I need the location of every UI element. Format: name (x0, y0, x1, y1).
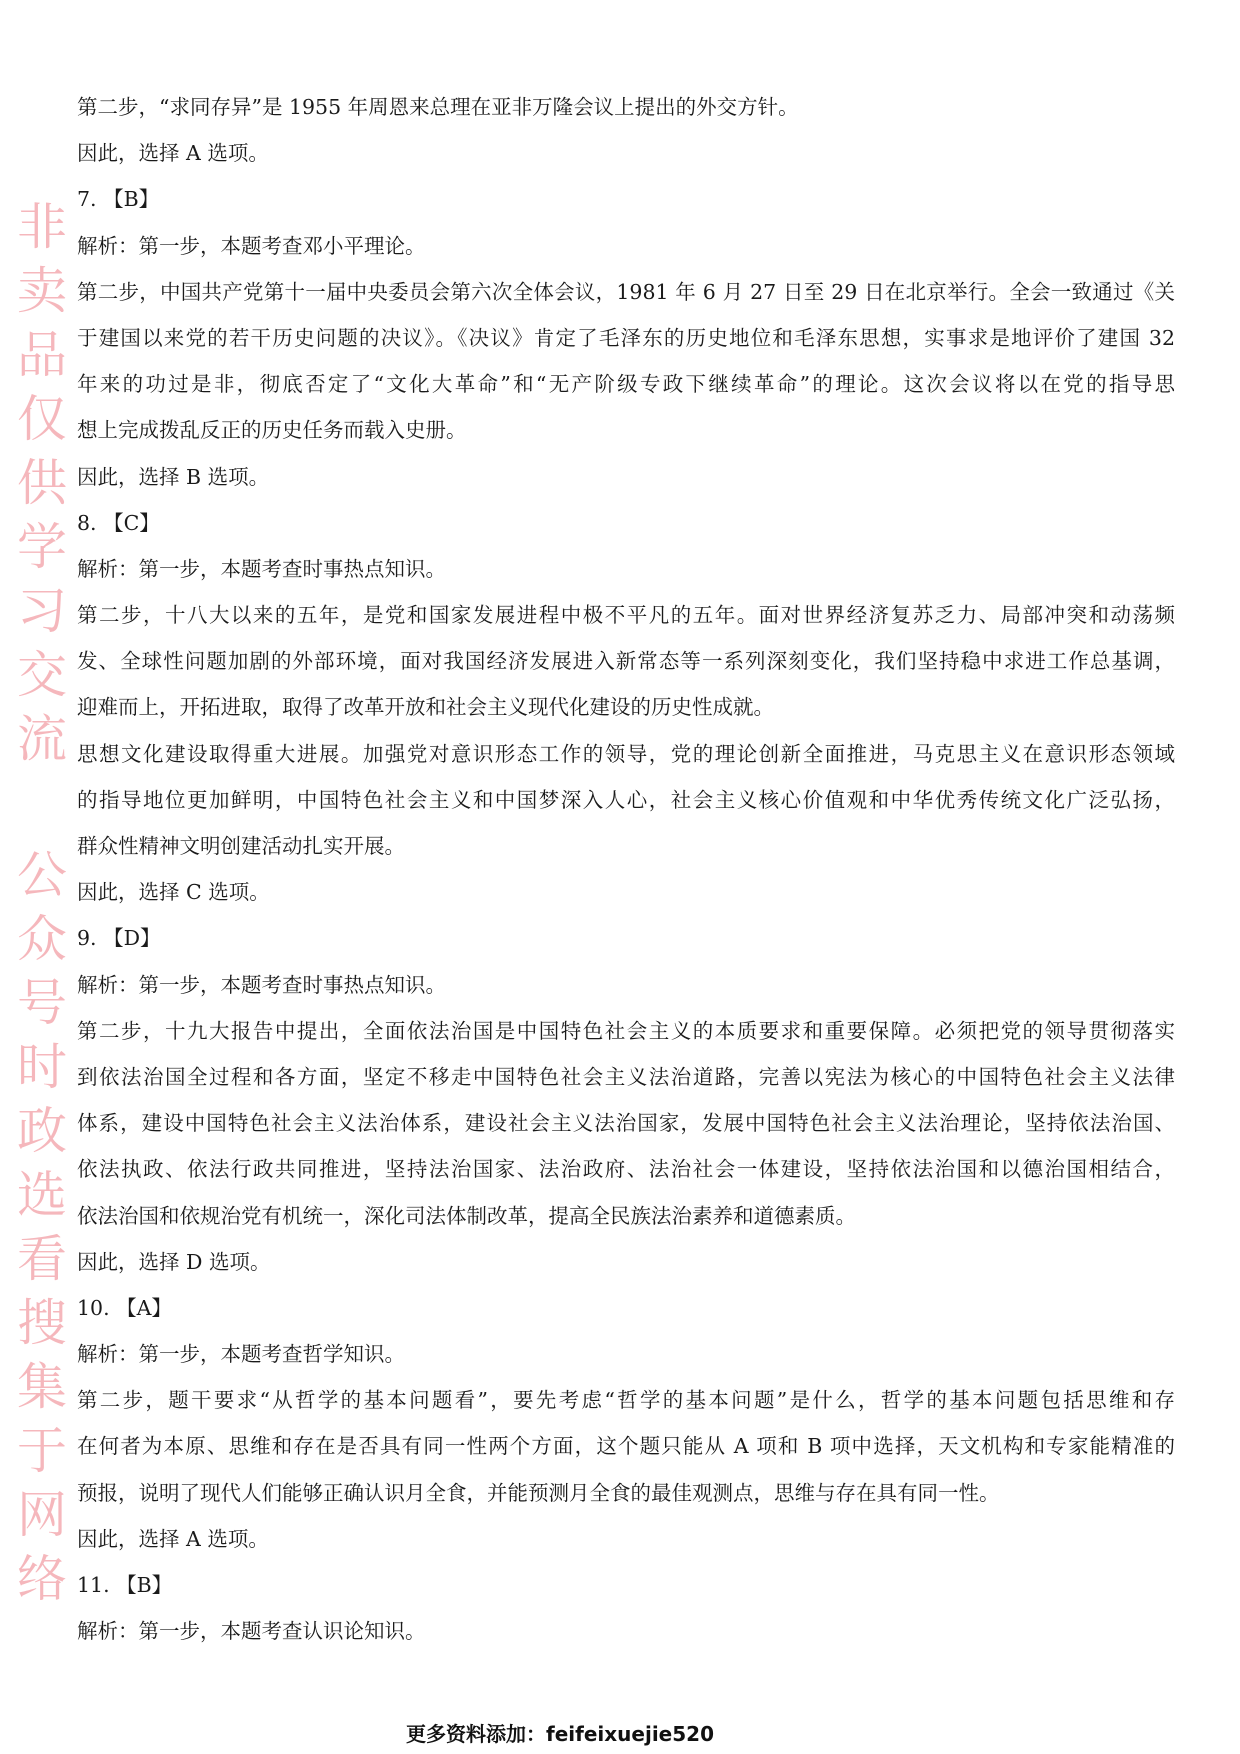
text-line: 年来的功过是非，彻底否定了“文化大革命”和“无产阶级专政下继续革命”的理论。这次会议将以在党的指导思 (77, 372, 1175, 397)
text-line: 因此，选择 A 选项。 (77, 1526, 269, 1551)
text-line: 依法治国和依规治党有机统一，深化司法体制改革，提高全民族法治素养和道德素质。 (77, 1203, 856, 1228)
text-line: 于建国以来党的若干历史问题的决议》。《决议》肯定了毛泽东的历史地位和毛泽东思想，实事求是地评价了建国 32 (77, 325, 1175, 350)
text-line: 因此，选择 D 选项。 (77, 1249, 271, 1274)
text-line: 解析：第一步，本题考查邓小平理论。 (77, 233, 426, 258)
text-line: 第二步，“求同存异”是 1955 年周恩来总理在亚非万隆会议上提出的外交方针。 (77, 95, 799, 119)
text-line: 因此，选择 B 选项。 (77, 464, 270, 489)
text-line: 到依法治国全过程和各方面，坚定不移走中国特色社会主义法治道路，完善以宪法为核心的中国特色社会主义法律 (77, 1064, 1175, 1089)
question-answer-heading: 11. 【B】 (77, 1573, 173, 1597)
text-line: 解析：第一步，本题考查哲学知识。 (77, 1342, 405, 1367)
document-body (77, 84, 1175, 1654)
question-answer-heading: 10. 【A】 (77, 1295, 172, 1320)
text-line: 群众性精神文明创建活动扎实开展。 (77, 834, 405, 858)
text-line: 体系，建设中国特色社会主义法治体系，建设社会主义法治国家，发展中国特色社会主义法治理论，坚持依法治国、 (77, 1111, 1175, 1136)
text-line: 依法执政、依法行政共同推进，坚持法治国家、法治政府、法治社会一体建设，坚持依法治国和以德治国相结合， (77, 1157, 1175, 1182)
question-answer-heading: 8. 【C】 (77, 510, 160, 535)
text-line: 思想文化建设取得重大进展。加强党对意识形态工作的领导，党的理论创新全面推进，马克思主义在意识形态领域 (77, 741, 1175, 766)
text-line: 因此，选择 A 选项。 (77, 141, 269, 166)
text-line: 第二步，题干要求“从哲学的基本问题看”，要先考虑“哲学的基本问题”是什么，哲学的基本问题包括思维和存 (77, 1388, 1175, 1413)
question-answer-heading: 7. 【B】 (77, 187, 160, 212)
text-line: 第二步，十九大报告中提出，全面依法治国是中国特色社会主义的本质要求和重要保障。必须把党的领导贯彻落实 (77, 1018, 1175, 1043)
text-line: 第二步，十八大以来的五年，是党和国家发展进程中极不平凡的五年。面对世界经济复苏乏力、局部冲突和动荡频 (77, 603, 1175, 628)
text-line: 因此，选择 C 选项。 (77, 880, 270, 905)
text-line: 解析：第一步，本题考查认识论知识。 (77, 1619, 426, 1644)
text-line: 第二步，中国共产党第十一届中央委员会第六次全体会议，1981 年 6 月 27 日至 29 日在北京举行。全会一致通过《关 (77, 279, 1175, 304)
text-line: 解析：第一步，本题考查时事热点知识。 (77, 556, 446, 581)
footer-text: 更多资料添加：feifeixuejie520 (406, 1722, 714, 1746)
question-answer-heading: 9. 【D】 (77, 926, 161, 951)
text-line: 想上完成拨乱反正的历史任务而载入史册。 (77, 418, 467, 443)
text-line: 预报，说明了现代人们能够正确认识月全食，并能预测月全食的最佳观测点，思维与存在具有同一性。 (77, 1480, 1000, 1505)
watermark: 非卖品仅供学习交流 公众号时政选看搜集于网络 (9, 200, 67, 1616)
text-line: 解析：第一步，本题考查时事热点知识。 (77, 972, 446, 997)
footer-note (0, 1718, 1240, 1747)
text-line: 的指导地位更加鲜明，中国特色社会主义和中国梦深入人心，社会主义核心价值观和中华优秀传统文化广泛弘扬， (77, 787, 1175, 812)
text-line: 迎难而上，开拓进取，取得了改革开放和社会主义现代化建设的历史性成就。 (77, 695, 774, 720)
text-line: 在何者为本原、思维和存在是否具有同一性两个方面，这个题只能从 A 项和 B 项中选择，天文机构和专家能精准的 (77, 1434, 1175, 1459)
text-line: 发、全球性问题加剧的外部环境，面对我国经济发展进入新常态等一系列深刻变化，我们坚持稳中求进工作总基调， (77, 649, 1175, 674)
